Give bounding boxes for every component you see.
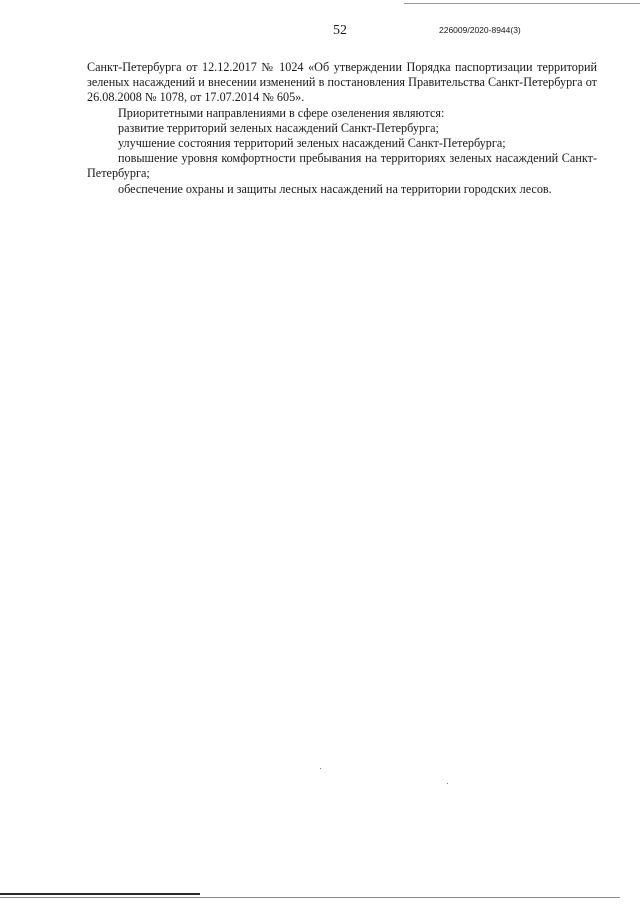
top-edge-line bbox=[404, 3, 640, 4]
page-number: 52 bbox=[333, 23, 347, 38]
priority-item: обеспечение охраны и защиты лесных насаждений на территории городских лесов. bbox=[118, 181, 552, 196]
document-body bbox=[87, 60, 597, 197]
bottom-scan-edge bbox=[0, 893, 200, 895]
priority-item: повышение уровня комфортности пребывания на территориях зеленых насаждений Санкт-Петербурга; bbox=[87, 151, 597, 181]
paragraph-continuation: Санкт-Петербурга от 12.12.2017 № 1024 «Об утверждении Порядка паспортизации территорий зеленых насаждений и внесении изменений в постановления Правительства Санкт-Петербурга от 26.08.2008 № 1078, от 17.07.2014 № 605». bbox=[87, 60, 597, 105]
bottom-scan-edge-line bbox=[0, 897, 620, 898]
document-id: 226009/2020-8944(3) bbox=[439, 25, 521, 35]
priorities-intro: Приоритетными направлениями в сфере озеленения являются: bbox=[118, 105, 445, 120]
priority-item: улучшение состояния территорий зеленых насаждений Санкт-Петербурга; bbox=[118, 136, 506, 151]
priority-item: развитие территорий зеленых насаждений Санкт-Петербурга; bbox=[118, 120, 439, 135]
scan-speck bbox=[447, 783, 448, 784]
scan-speck bbox=[320, 768, 321, 769]
